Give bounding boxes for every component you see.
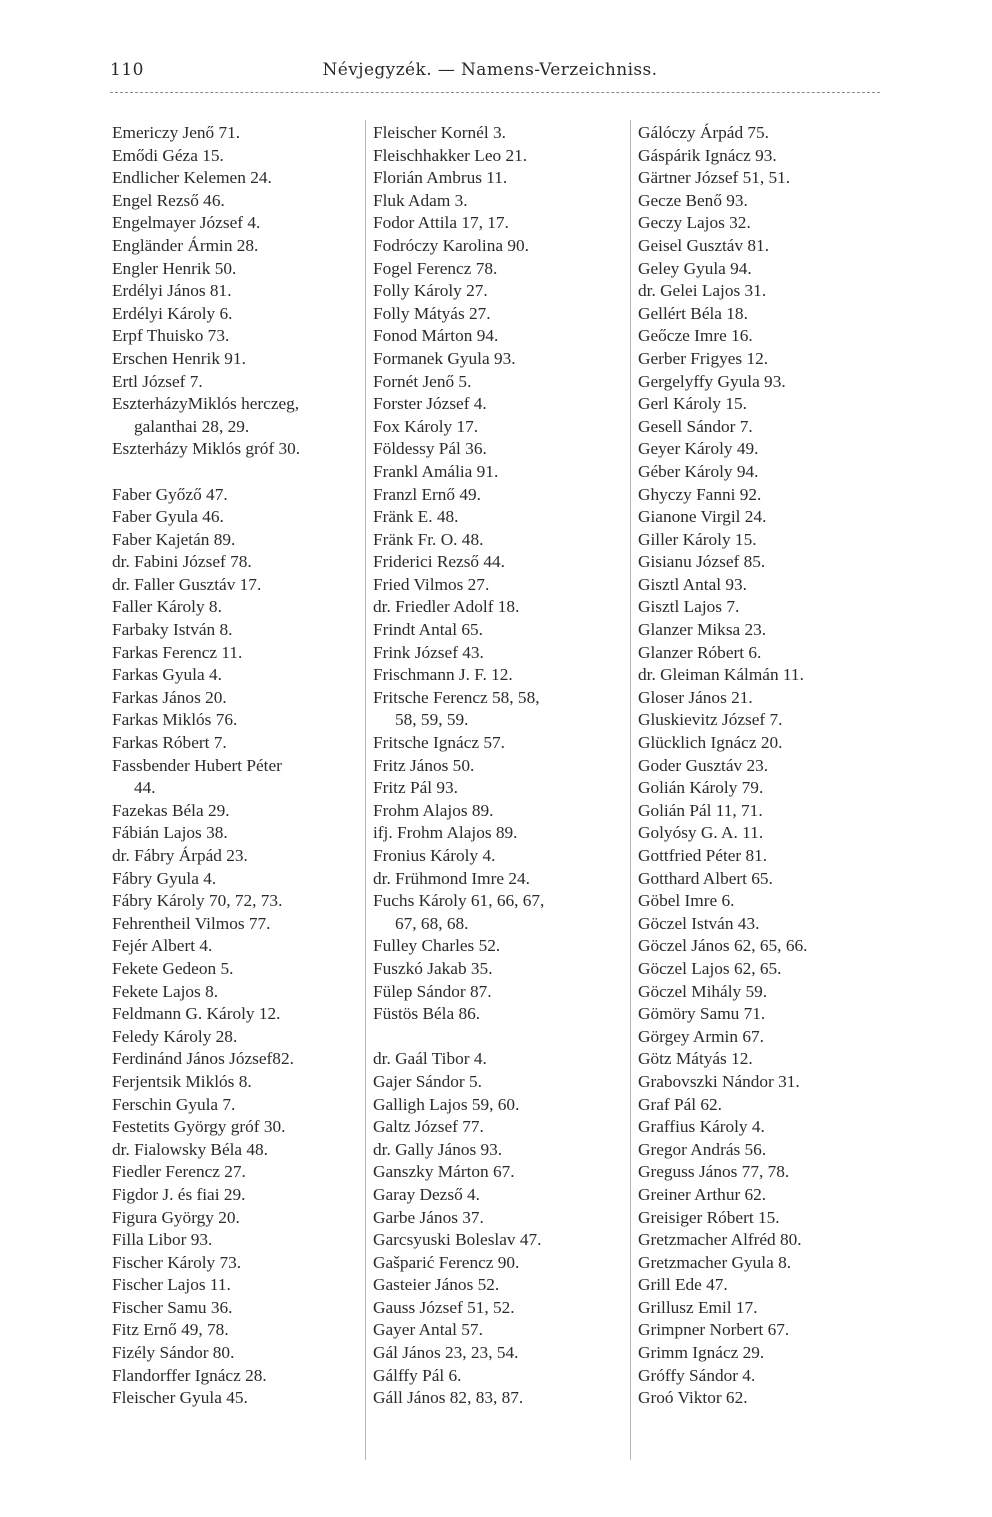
index-entry: Endlicher Kelemen 24. [112, 168, 272, 188]
index-entry: Fülep Sándor 87. [373, 981, 492, 1001]
index-entry: Farkas Róbert 7. [112, 733, 227, 753]
index-entry: Frindt Antal 65. [373, 620, 483, 640]
index-entry: Gisztl Antal 93. [638, 574, 747, 594]
index-entry: Grimpner Norbert 67. [638, 1320, 790, 1340]
index-entry: Gauss József 51, 52. [373, 1297, 515, 1317]
index-entry: Graffius Károly 4. [638, 1117, 765, 1137]
index-entry: Fischer Samu 36. [112, 1297, 233, 1317]
index-entry: Giller Károly 15. [638, 529, 757, 549]
index-entry: Gotthard Albert 65. [638, 868, 773, 888]
index-entry: Frink József 43. [373, 642, 484, 662]
index-column-1 [112, 122, 360, 1410]
index-entry: Folly Károly 27. [373, 281, 488, 301]
index-entry: Golyósy G. A. 11. [638, 823, 764, 843]
index-entry: Gellért Béla 18. [638, 303, 748, 323]
index-entry: Galtz József 77. [373, 1117, 484, 1137]
index-entry: Glanzer Róbert 6. [638, 642, 762, 662]
index-entry: Göczel István 43. [638, 913, 760, 933]
index-entry: Feledy Károly 28. [112, 1026, 238, 1046]
index-entry: Erpf Thuisko 73. [112, 326, 230, 346]
index-entry: Garay Dezső 4. [373, 1184, 481, 1204]
index-entry: Füstös Béla 86. [373, 1004, 481, 1024]
index-entry: Gretzmacher Gyula 8. [638, 1252, 792, 1272]
index-entry: Gretzmacher Alfréd 80. [638, 1230, 802, 1250]
index-entry: Erdélyi Károly 6. [112, 303, 233, 323]
index-entry: Eszterházy Miklós gróf 30. [112, 439, 301, 459]
index-entry: Görgey Armin 67. [638, 1026, 764, 1046]
index-entry: Friderici Rezső 44. [373, 552, 505, 572]
index-entry: Fischer Lajos 11. [112, 1275, 231, 1295]
index-entry: Farkas Miklós 76. [112, 710, 238, 730]
index-entry: Gálffy Pál 6. [373, 1365, 462, 1385]
index-entry: Engelmayer József 4. [112, 213, 261, 233]
index-entry: dr. Faller Gusztáv 17. [112, 574, 262, 594]
index-entry: Fiedler Ferencz 27. [112, 1162, 246, 1182]
index-entry-continuation: 67, 68, 68. [395, 913, 469, 933]
index-entry: Greguss János 77, 78. [638, 1162, 790, 1182]
index-entry: dr. Gally János 93. [373, 1139, 503, 1159]
index-entry: Gróffy Sándor 4. [638, 1365, 756, 1385]
index-entry: dr. Fábry Árpád 23. [112, 846, 248, 865]
index-entry: Fonod Márton 94. [373, 326, 499, 346]
index-entry: Fábry Károly 70, 72, 73. [112, 891, 283, 911]
index-entry: Grabovszki Nándor 31. [638, 1071, 800, 1091]
index-entry: dr. Gaál Tibor 4. [373, 1049, 487, 1069]
section-gap [112, 461, 360, 484]
index-entry: Franzl Ernő 49. [373, 484, 481, 504]
index-entry: Geczy Lajos 32. [638, 213, 751, 233]
index-entry: Fejér Albert 4. [112, 936, 213, 956]
index-entry: Gesell Sándor 7. [638, 416, 753, 436]
index-entry: Gerber Frigyes 12. [638, 348, 769, 368]
index-entry: Garbe János 37. [373, 1207, 484, 1227]
index-entry: Ertl József 7. [112, 371, 203, 391]
running-title: Névjegyzék. — Namens-Verzeichniss. [322, 60, 658, 80]
index-entry: Gluskievitz József 7. [638, 710, 783, 730]
index-entry: Erdélyi János 81. [112, 281, 232, 301]
index-entry: Florián Ambrus 11. [373, 168, 508, 188]
index-entry: Fleischer Kornél 3. [373, 123, 506, 142]
index-entry: dr. Friedler Adolf 18. [373, 597, 520, 617]
index-entry: Geőcze Imre 16. [638, 326, 753, 346]
index-column-2 [373, 122, 625, 1410]
index-entry: Fritz János 50. [373, 755, 475, 775]
index-entry: Fodróczy Karolina 90. [373, 235, 529, 255]
index-entry: Glücklich Ignácz 20. [638, 733, 783, 753]
index-entry: Flandorffer Ignácz 28. [112, 1365, 267, 1385]
index-entry: Emődi Géza 15. [112, 145, 224, 165]
index-entry: Fodor Attila 17, 17. [373, 213, 509, 233]
index-entry: Gáspárik Ignácz 93. [638, 145, 777, 165]
index-entry: Gärtner József 51, 51. [638, 168, 791, 188]
index-entry: Grimm Ignácz 29. [638, 1343, 765, 1363]
index-entry: Fogel Ferencz 78. [373, 258, 498, 278]
index-entry: Farkas Ferencz 11. [112, 642, 243, 662]
index-entry: Gregor András 56. [638, 1139, 767, 1159]
index-entry: Göczel Lajos 62, 65. [638, 958, 782, 978]
index-entry: Frankl Amália 91. [373, 461, 499, 481]
index-entry-continuation: 44. [134, 778, 156, 798]
index-entry: Göczel János 62, 65, 66. [638, 936, 808, 956]
index-entry: Gömöry Samu 71. [638, 1004, 766, 1024]
index-entry: Farkas János 20. [112, 687, 227, 707]
index-entry: dr. Fabini József 78. [112, 552, 252, 572]
index-entry: Farbaky István 8. [112, 620, 233, 640]
index-entry: Fried Vilmos 27. [373, 574, 490, 594]
index-entry: Fábry Gyula 4. [112, 868, 217, 888]
index-entry: Fränk E. 48. [373, 507, 459, 527]
index-entry: Golián Pál 11, 71. [638, 800, 763, 820]
index-entry: Faber Győző 47. [112, 484, 228, 504]
index-entry: Géber Károly 94. [638, 461, 759, 481]
index-entry: Fritz Pál 93. [373, 778, 458, 798]
index-entry: Gáll János 82, 83, 87. [373, 1388, 524, 1408]
index-entry: Geley Gyula 94. [638, 258, 752, 278]
index-entry: Geisel Gusztáv 81. [638, 235, 770, 255]
index-entry: Grillusz Emil 17. [638, 1297, 758, 1317]
index-entry: Gašparić Ferencz 90. [373, 1252, 520, 1272]
index-entry: Frohm Alajos 89. [373, 800, 494, 820]
header-rule [110, 92, 880, 93]
index-entry-continuation: 58, 59, 59. [395, 710, 469, 730]
index-entry: Ferdinánd János József82. [112, 1049, 294, 1069]
index-entry: Gajer Sándor 5. [373, 1071, 482, 1091]
index-entry: Ghyczy Fanni 92. [638, 484, 762, 504]
index-entry: dr. Gleiman Kálmán 11. [638, 665, 804, 685]
index-entry: Glanzer Miksa 23. [638, 620, 767, 640]
index-entry: Ferjentsik Miklós 8. [112, 1071, 252, 1091]
index-entry: Frischmann J. F. 12. [373, 665, 513, 685]
index-entry: Greisiger Róbert 15. [638, 1207, 780, 1227]
index-entry: Ferschin Gyula 7. [112, 1094, 236, 1114]
index-entry: Gianone Virgil 24. [638, 507, 767, 527]
index-entry: Fekete Lajos 8. [112, 981, 219, 1001]
index-entry: Gálóczy Árpád 75. [638, 123, 770, 142]
index-entry: Fritsche Ferencz 58, 58, [373, 687, 540, 707]
index-entry: Fábián Lajos 38. [112, 823, 228, 843]
index-entry: Fränk Fr. O. 48. [373, 529, 484, 549]
index-entry: Fehrentheil Vilmos 77. [112, 913, 271, 933]
index-entry: Fazekas Béla 29. [112, 800, 230, 820]
index-entry: Farkas Gyula 4. [112, 665, 222, 685]
index-entry: Fleischhakker Leo 21. [373, 145, 528, 165]
index-entry: Faller Károly 8. [112, 597, 222, 617]
index-entry: Fischer Károly 73. [112, 1252, 242, 1272]
index-entry: Folly Mátyás 27. [373, 303, 491, 323]
index-entry: Fulley Charles 52. [373, 936, 501, 956]
index-entry: Gasteier János 52. [373, 1275, 500, 1295]
index-entry: Fritsche Ignácz 57. [373, 733, 505, 753]
index-entry: Fuchs Károly 61, 66, 67, [373, 891, 545, 911]
index-entry: Fizély Sándor 80. [112, 1343, 235, 1363]
index-entry: Filla Libor 93. [112, 1230, 213, 1250]
index-entry: Faber Kajetán 89. [112, 529, 236, 549]
page-number: 110 [110, 60, 144, 80]
section-gap [373, 1026, 625, 1049]
index-entry: Fornét Jenő 5. [373, 371, 472, 391]
index-entry: Gecze Benő 93. [638, 190, 748, 210]
index-entry: Gottfried Péter 81. [638, 846, 768, 865]
index-entry: dr. Gelei Lajos 31. [638, 281, 767, 301]
index-entry: EszterházyMiklós herczeg, [112, 394, 300, 414]
index-entry: Fitz Ernő 49, 78. [112, 1320, 229, 1340]
index-entry: dr. Frühmond Imre 24. [373, 868, 530, 888]
index-entry: Göbel Imre 6. [638, 891, 735, 911]
index-entry: Groó Viktor 62. [638, 1388, 748, 1408]
index-entry: Gloser János 21. [638, 687, 753, 707]
index-entry: Golián Károly 79. [638, 778, 764, 798]
index-entry: Fuszkó Jakab 35. [373, 958, 493, 978]
index-entry: Gisianu József 85. [638, 552, 766, 572]
page-header [110, 60, 890, 90]
index-entry: Ganszky Márton 67. [373, 1162, 515, 1182]
index-entry: Erschen Henrik 91. [112, 348, 246, 368]
index-entry: Geyer Károly 49. [638, 439, 759, 459]
index-entry-continuation: galanthai 28, 29. [134, 416, 250, 436]
index-column-3 [638, 122, 888, 1410]
index-entry: Feldmann G. Károly 12. [112, 1004, 281, 1024]
index-entry: Földessy Pál 36. [373, 439, 487, 459]
index-entry: Festetits György gróf 30. [112, 1117, 286, 1137]
index-entry: Figdor J. és fiai 29. [112, 1184, 246, 1204]
index-entry: Engel Rezső 46. [112, 190, 225, 210]
index-entry: Götz Mátyás 12. [638, 1049, 753, 1069]
index-entry: Fekete Gedeon 5. [112, 958, 234, 978]
index-entry: Forster József 4. [373, 394, 487, 414]
index-entry: Fleischer Gyula 45. [112, 1388, 248, 1408]
index-entry: Göczel Mihály 59. [638, 981, 768, 1001]
index-entry: ifj. Frohm Alajos 89. [373, 823, 518, 843]
index-entry: Graf Pál 62. [638, 1094, 722, 1114]
index-entry: Fronius Károly 4. [373, 846, 496, 865]
column-divider [630, 120, 631, 1460]
index-entry: Engländer Ármin 28. [112, 235, 259, 255]
index-entry: Fox Károly 17. [373, 416, 479, 436]
index-entry: Emericzy Jenő 71. [112, 123, 241, 142]
index-entry: Greiner Arthur 62. [638, 1184, 767, 1204]
index-entry: Gayer Antal 57. [373, 1320, 483, 1340]
index-entry: Garcsyuski Boleslav 47. [373, 1230, 542, 1250]
index-entry: Gisztl Lajos 7. [638, 597, 740, 617]
index-entry: Engler Henrik 50. [112, 258, 237, 278]
index-entry: Fassbender Hubert Péter [112, 755, 282, 775]
index-entry: Galligh Lajos 59, 60. [373, 1094, 520, 1114]
index-entry: Fluk Adam 3. [373, 190, 468, 210]
column-divider [365, 120, 366, 1460]
index-entry: dr. Fialowsky Béla 48. [112, 1139, 269, 1159]
index-entry: Goder Gusztáv 23. [638, 755, 769, 775]
index-entry: Gergelyffy Gyula 93. [638, 371, 786, 391]
index-entry: Formanek Gyula 93. [373, 348, 516, 368]
index-entry: Figura György 20. [112, 1207, 240, 1227]
index-entry: Gerl Károly 15. [638, 394, 747, 414]
index-entry: Grill Ede 47. [638, 1275, 728, 1295]
index-entry: Faber Gyula 46. [112, 507, 224, 527]
index-entry: Gál János 23, 23, 54. [373, 1343, 519, 1363]
